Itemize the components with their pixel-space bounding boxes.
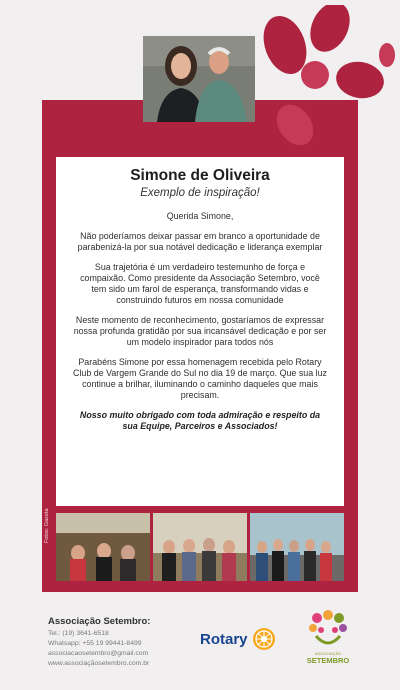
website-link[interactable]: www.associaçãosetembro.com.br xyxy=(48,660,150,667)
flower-petals-icon xyxy=(255,5,395,165)
card-title: Simone de Oliveira xyxy=(130,167,270,184)
paragraph-2: Sua trajetória é um verdadeiro testemunho de força e compaixão. Como presidente da Associação Setembro, você tem sido um farol de esperança, transformando vidas e construindo futuros em nossa comunidade xyxy=(80,262,320,305)
gallery-photo-3 xyxy=(250,513,344,581)
thanks-text: Nosso muito obrigado com toda admiração e respeito da sua Equipe, Parceiros e Associados! xyxy=(79,410,321,431)
photo-credit: Fotos: Gazeta xyxy=(44,508,50,543)
setembro-label: SETEMBRO xyxy=(306,656,350,665)
gallery-photo-2 xyxy=(153,513,247,581)
greeting-text: Querida Simone, xyxy=(166,211,234,221)
paragraph-4: Parabéns Simone por essa homenagem recebida pelo Rotary Club de Vargem Grande do Sul no dia 19 de março. Que sua luz continue a brilhar, iluminando o caminho daqueles que mais precisam. xyxy=(73,357,327,400)
rotary-logo xyxy=(200,626,277,652)
paragraph-1: Não poderíamos deixar passar em branco a oportunidade de parabenizá-la por sua notável dedicação e liderança exemplar xyxy=(77,231,323,252)
card-subtitle: Exemplo de inspiração! xyxy=(140,187,260,199)
gallery-photo-1 xyxy=(56,513,150,581)
message-card xyxy=(56,157,344,506)
paragraph-3: Neste momento de reconhecimento, gostaríamos de expressar nossa profunda gratidão por sua incansável dedicação e por ser um modelo inspirador para todos nós xyxy=(73,315,327,347)
photo-gallery xyxy=(56,513,344,581)
setembro-label-small: ASSOCIAÇÃO xyxy=(314,651,342,656)
rotary-wordmark: Rotary xyxy=(200,630,248,648)
email-link[interactable]: associacaosetembro@gmail.com xyxy=(48,650,149,657)
hero-photo xyxy=(143,36,255,122)
whatsapp-text: Whatsapp: +55 19 99441-8499 xyxy=(48,640,142,647)
org-name: Associação Setembro: xyxy=(48,616,151,627)
phone-text: Tel.: (19) 3641-6518 xyxy=(48,630,109,637)
rotary-wheel-icon xyxy=(251,626,277,652)
